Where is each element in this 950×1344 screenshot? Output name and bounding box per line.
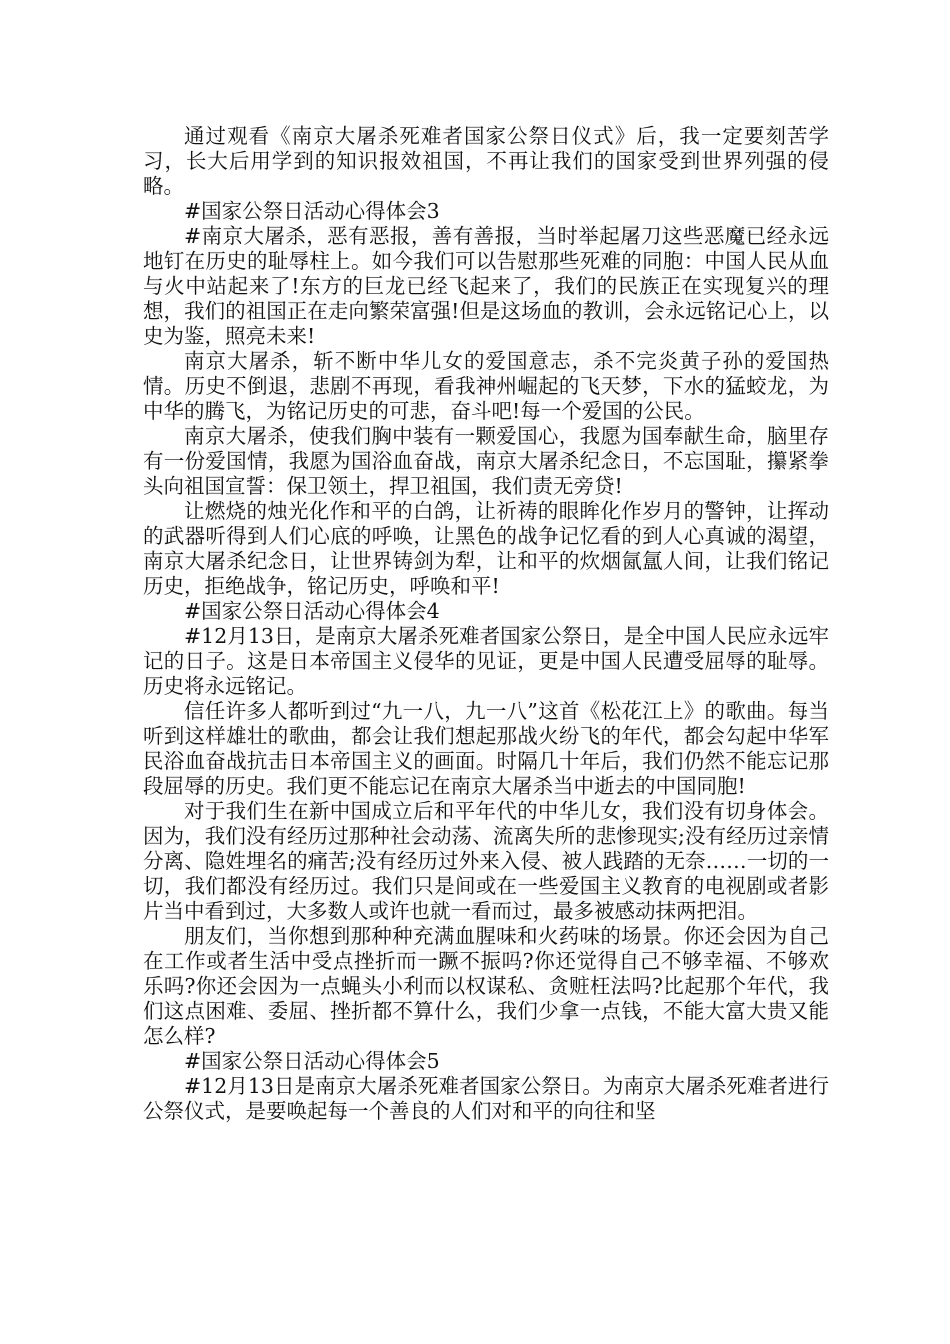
paragraph: 对于我们生在新中国成立后和平年代的中华儿女，我们没有切身体会。因为，我们没有经历过那种社会动荡、流离失所的悲惨现实;没有经历过亲情分离、隐姓埋名的痛苦;没有经历过外来入侵、被人践踏的无奈……一切的一切，我们都没有经历过。我们只是间或在一些爱国主义教育的电视剧或者影片当中看到过，大多数人或许也就一看而过，最多被感动抹两把泪。 (143, 799, 829, 923)
paragraph: 朋友们，当你想到那种种充满血腥味和火药味的场景。你还会因为自己在工作或者生活中受点挫折而一蹶不振吗?你还觉得自己不够幸福、不够欢乐吗?你还会因为一点蝇头小利而以权谋私、贪赃枉法吗?比起那个年代，我们这点困难、委屈、挫折都不算什么，我们少拿一点钱，不能大富大贵又能怎么样? (143, 924, 829, 1048)
paragraph: 信任许多人都听到过“九一八，九一八”这首《松花江上》的歌曲。每当听到这样雄壮的歌曲，都会让我们想起那战火纷飞的年代，都会勾起中华军民浴血奋战抗击日本帝国主义的画面。时隔几十年后，我们仍然不能忘记那段屈辱的历史。我们更不能忘记在南京大屠杀当中逝去的中国同胞! (143, 699, 829, 798)
paragraph: 南京大屠杀，使我们胸中装有一颗爱国心，我愿为国奉献生命，脑里存有一份爱国情，我愿为国浴血奋战，南京大屠杀纪念日，不忘国耻，攥紧拳头向祖国宣誓：保卫领土，捍卫祖国，我们责无旁贷! (143, 424, 829, 498)
document-body (143, 124, 829, 1124)
section-heading: #国家公祭日活动心得体会4 (184, 599, 440, 623)
paragraph: #12月13日，是南京大屠杀死难者国家公祭日，是全中国人民应永远牢记的日子。这是日本帝国主义侵华的见证，更是中国人民遭受屈辱的耻辱。历史将永远铭记。 (143, 624, 829, 698)
paragraph: #12月13日是南京大屠杀死难者国家公祭日。为南京大屠杀死难者进行公祭仪式，是要唤起每一个善良的人们对和平的向往和坚 (143, 1074, 829, 1123)
paragraph: 通过观看《南京大屠杀死难者国家公祭日仪式》后，我一定要刻苦学习，长大后用学到的知识报效祖国，不再让我们的国家受到世界列强的侵略。 (143, 124, 829, 198)
section-heading: #国家公祭日活动心得体会3 (184, 199, 440, 223)
paragraph: 南京大屠杀，斩不断中华儿女的爱国意志，杀不完炎黄子孙的爱国热情。历史不倒退，悲剧不再现，看我神州崛起的飞天梦，下水的猛蛟龙，为中华的腾飞，为铭记历史的可悲，奋斗吧!每一个爱国的公民。 (143, 349, 829, 423)
paragraph: 让燃烧的烛光化作和平的白鸽，让祈祷的眼眸化作岁月的警钟，让挥动的武器听得到人们心底的呼唤，让黑色的战争记忆看的到人心真诚的渴望，南京大屠杀纪念日，让世界铸剑为犁，让和平的炊烟氤氲人间，让我们铭记历史，拒绝战争，铭记历史，呼唤和平! (143, 499, 829, 598)
section-heading: #国家公祭日活动心得体会5 (184, 1049, 440, 1073)
paragraph: #南京大屠杀，恶有恶报，善有善报，当时举起屠刀这些恶魔已经永远地钉在历史的耻辱柱上。如今我们可以告慰那些死难的同胞：中国人民从血与火中站起来了!东方的巨龙已经飞起来了，我们的民族正在实现复兴的理想，我们的祖国正在走向繁荣富强!但是这场血的教训，会永远铭记心上，以史为鉴，照亮未来! (143, 224, 829, 348)
